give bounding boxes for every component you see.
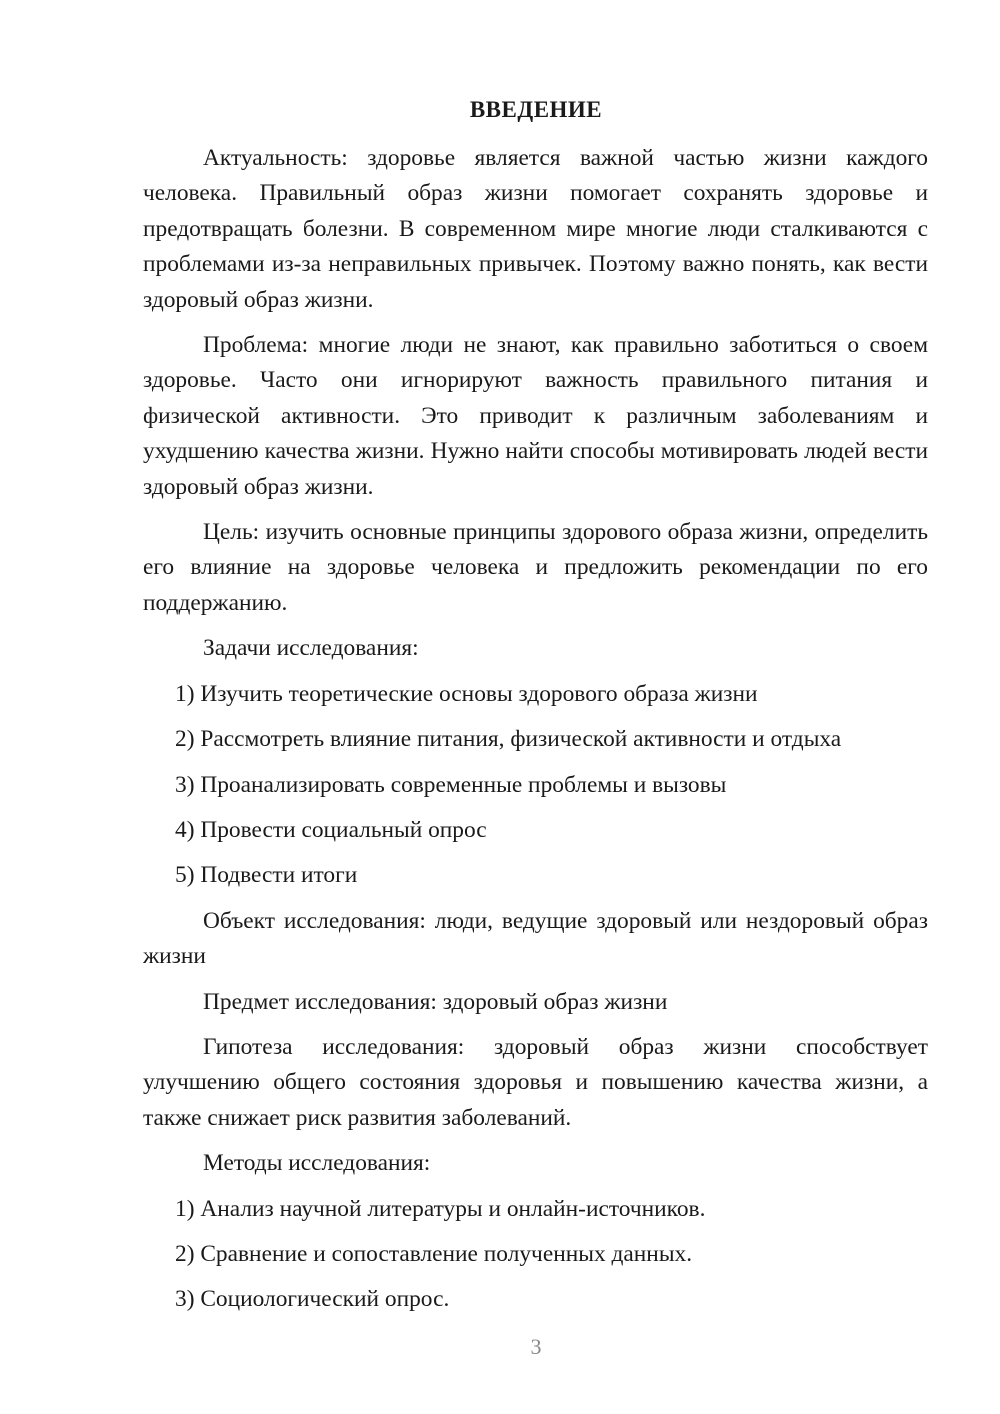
subject-paragraph: Предмет исследования: здоровый образ жизни	[203, 988, 668, 1015]
problem-paragraph: Проблема: многие люди не знают, как правильно заботиться о своем здоровье. Часто они игнорируют важность правильного питания и физической активности. Это приводит к различным заболеваниям и ухудшению качества жизни. Нужно найти способы мотивировать людей вести здоровый образ жизни.	[143, 332, 928, 500]
list-item: 4) Провести социальный опрос	[175, 816, 487, 843]
page-number: 3	[530, 1334, 542, 1359]
list-item: 3) Социологический опрос.	[175, 1286, 450, 1313]
page-title: ВВЕДЕНИЕ	[469, 97, 603, 122]
list-item: 2) Рассмотреть влияние питания, физической активности и отдыха	[175, 726, 842, 753]
tasks-heading: Задачи исследования:	[203, 635, 419, 662]
hypothesis-paragraph: Гипотеза исследования: здоровый образ жизни способствует улучшению общего состояния здоровья и повышению качества жизни, а также снижает риск развития заболеваний.	[143, 1033, 928, 1131]
tasks-list	[143, 677, 928, 894]
object-paragraph: Объект исследования: люди, ведущие здоровый или нездоровый образ жизни	[143, 907, 928, 970]
list-item: 3) Проанализировать современные проблемы и вызовы	[175, 771, 727, 798]
list-item: 5) Подвести итоги	[175, 862, 358, 889]
methods-heading: Методы исследования:	[203, 1150, 431, 1177]
goal-paragraph: Цель: изучить основные принципы здорового образа жизни, определить его влияние на здоровье человека и предложить рекомендации по его поддержанию.	[143, 519, 928, 616]
relevance-paragraph: Актуальность: здоровье является важной частью жизни каждого человека. Правильный образ жизни помогает сохранять здоровье и предотвращать болезни. В современном мире многие люди сталкиваются с проблемами из-за неправильных привычек. Поэтому важно понять, как вести здоровый образ жизни.	[143, 145, 928, 313]
methods-list	[143, 1192, 928, 1318]
list-item: 2) Сравнение и сопоставление полученных данных.	[175, 1240, 693, 1267]
document-body	[143, 141, 928, 1328]
list-item: 1) Анализ научной литературы и онлайн-источников.	[175, 1195, 706, 1222]
list-item: 1) Изучить теоретические основы здорового образа жизни	[175, 680, 758, 707]
